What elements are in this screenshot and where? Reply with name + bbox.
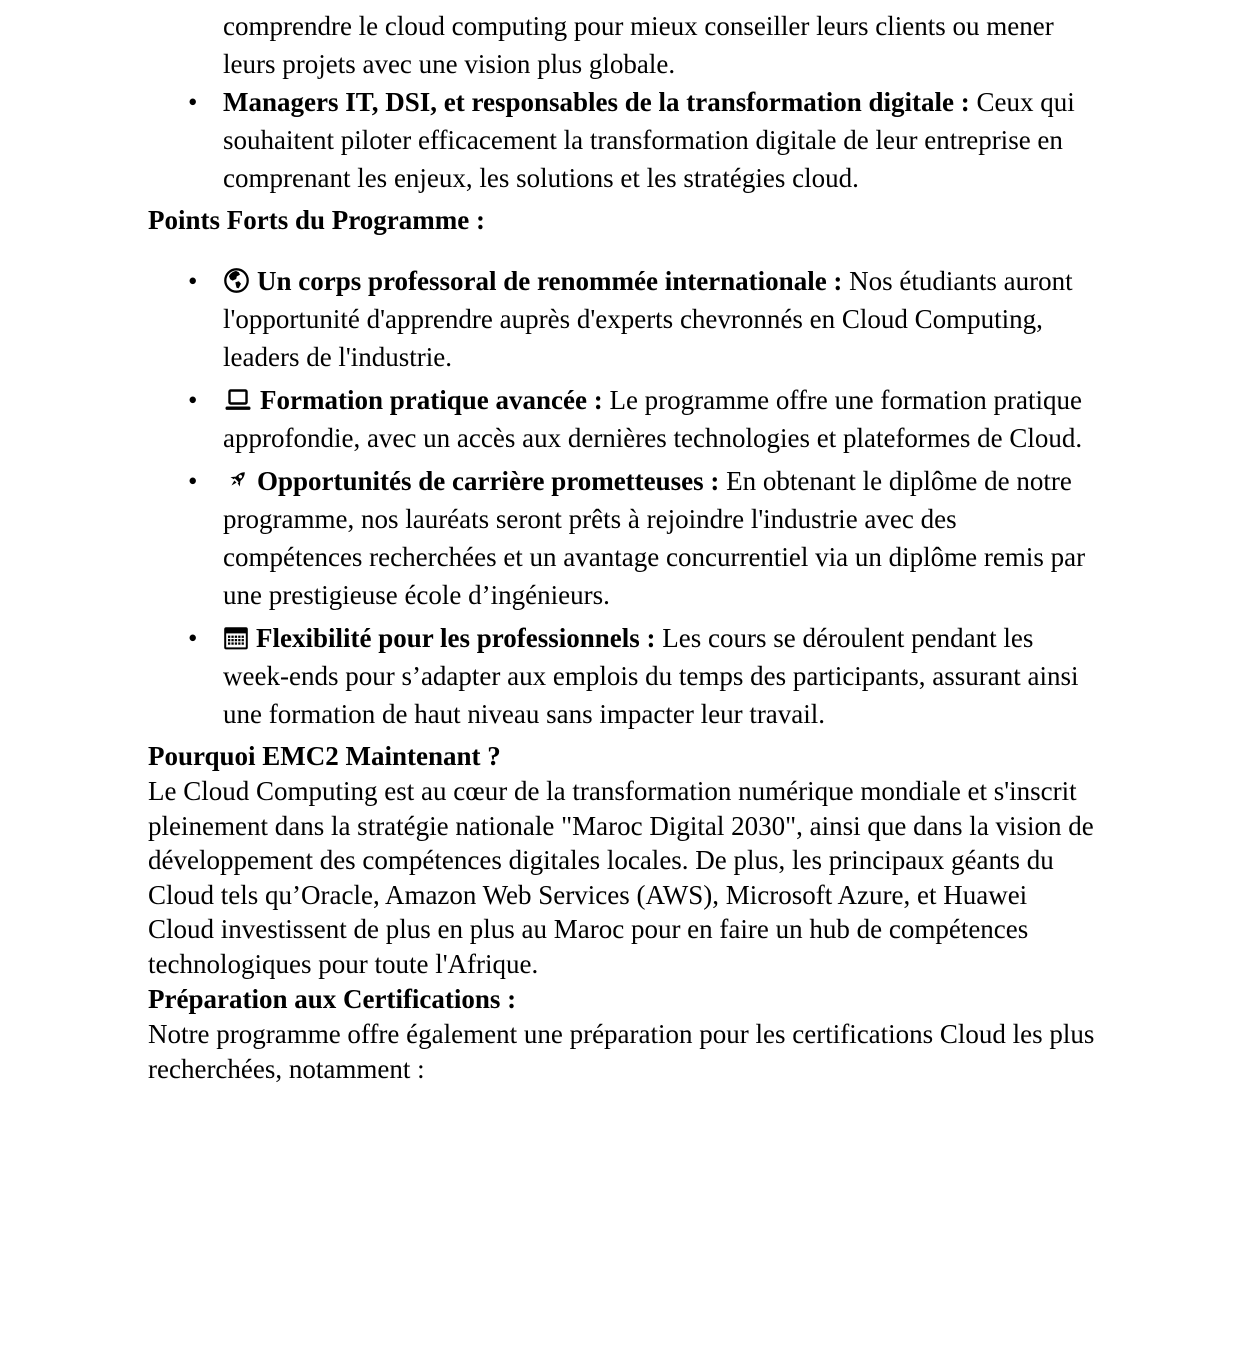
list-item-managers [223, 83, 1096, 197]
section-heading-certifications: Préparation aux Certifications : [148, 984, 517, 1014]
continuation-paragraph: comprendre le cloud computing pour mieux conseiller leurs clients ou mener leurs projets avec une vision plus globale. [223, 11, 1054, 79]
paragraph-pourquoi-emc2: Le Cloud Computing est au cœur de la transformation numérique mondiale et s'inscrit pleinement dans la stratégie nationale "Maroc Digital 2030", ainsi que dans la vision de développement des compétences digitales locales. De plus, les principaux géants du Cloud tels qu’Oracle, Amazon Web Services (AWS), Microsoft Azure, et Huawei Cloud investissent de plus en plus au Maroc pour en faire un hub de compétences technologiques pour toute l'Afrique. [148, 776, 1094, 979]
point-body: Les cours se déroulent pendant les week-ends pour s’adapter aux emplois du temps des participants, assurant ainsi une formation de haut niveau sans impacter leur travail. [223, 623, 1079, 729]
globe-icon [223, 267, 250, 294]
audience-list [223, 83, 1096, 202]
paragraph-certifications: Notre programme offre également une préparation pour les certifications Cloud les plus recherchées, notamment : [148, 1019, 1095, 1084]
point-lead: Formation pratique avancée : [260, 385, 603, 415]
point-lead: Opportunités de carrière prometteuses : [257, 466, 720, 496]
calendar-icon [223, 625, 249, 651]
point-lead: Un corps professoral de renommée internationale : [257, 266, 843, 296]
list-item-flexibilite [223, 619, 1096, 733]
point-body: Nos étudiants auront l'opportunité d'apprendre auprès d'experts chevronnés en Cloud Computing, leaders de l'industrie. [223, 266, 1073, 372]
laptop-icon [223, 387, 253, 413]
section-heading-points-forts: Points Forts du Programme : [148, 205, 485, 235]
list-item-opportunites-carriere [223, 462, 1096, 614]
section-heading-pourquoi-emc2: Pourquoi EMC2 Maintenant ? [148, 741, 501, 771]
point-body: Le programme offre une formation pratique approfondie, avec un accès aux dernières technologies et plateformes de Cloud. [223, 385, 1083, 453]
point-body: En obtenant le diplôme de notre programme, nos lauréats seront prêts à rejoindre l'industrie avec des compétences recherchées et un avantage concurrentiel via un diplôme remis par une prestigieuse école d’ingénieurs. [223, 466, 1086, 610]
list-item-formation-pratique [223, 381, 1096, 457]
audience-item-lead: Managers IT, DSI, et responsables de la transformation digitale : [223, 87, 970, 117]
audience-item-body: Ceux qui souhaitent piloter efficacement la transformation digitale de leur entreprise en comprenant les enjeux, les solutions et les stratégies cloud. [223, 87, 1075, 193]
points-forts-list [223, 262, 1096, 738]
list-item-corps-professoral [223, 262, 1096, 376]
rocket-icon [223, 467, 250, 494]
point-lead: Flexibilité pour les professionnels : [256, 623, 656, 653]
